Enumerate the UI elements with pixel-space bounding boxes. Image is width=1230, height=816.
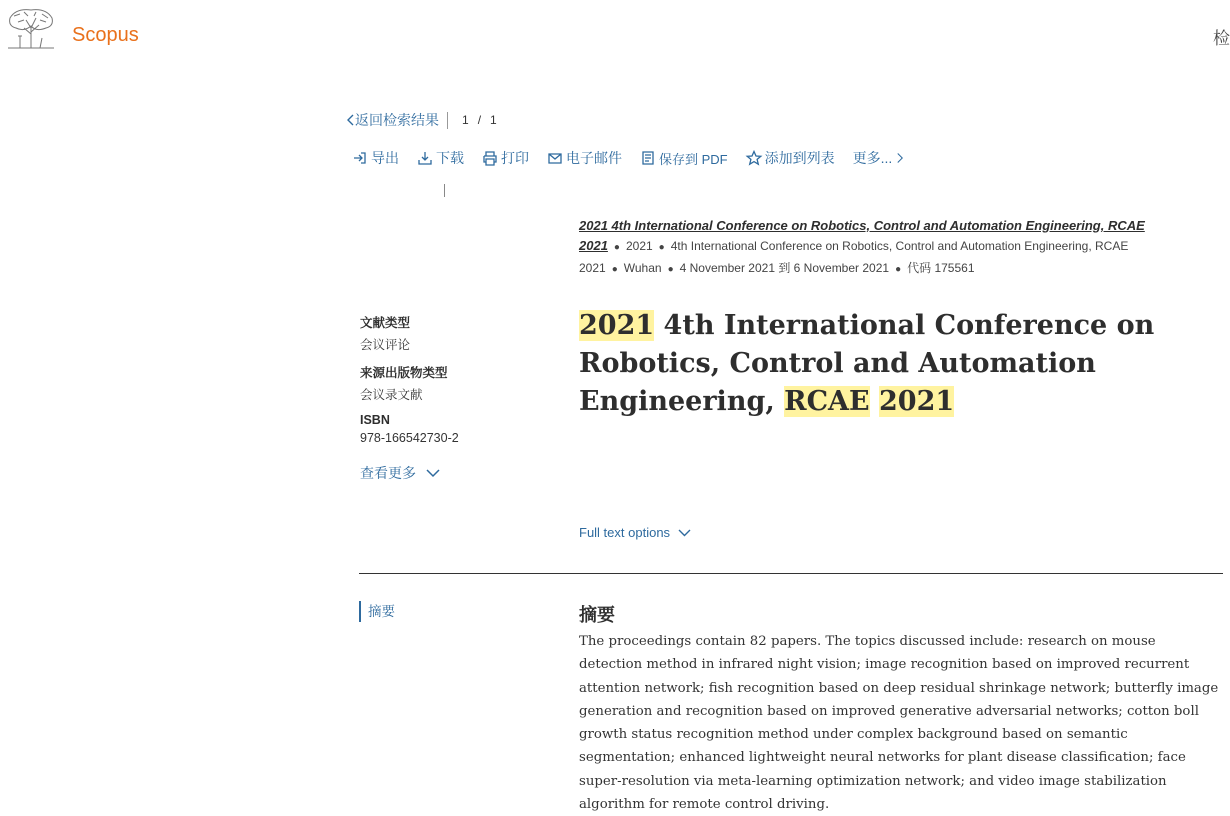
header-right-text[interactable]: 检 (1213, 29, 1230, 48)
abstract-heading: 摘要 (579, 605, 615, 625)
bullet: ● (895, 264, 902, 275)
pager (458, 113, 502, 127)
chevron-down-icon (426, 469, 440, 478)
chevron-down-icon (678, 529, 691, 537)
page-current: 1 (462, 113, 470, 127)
conference-code: 代码 175561 (907, 261, 975, 275)
title-text: 4th International Conference on Robotics, Control and Automation Engineering, (579, 310, 1155, 417)
source-type-value: 会议录文献 (360, 388, 423, 402)
export-label: 导出 (371, 150, 399, 166)
source-year: 2021 (625, 239, 653, 253)
source-info (579, 216, 1219, 280)
full-text-options-button[interactable] (579, 525, 691, 540)
download-button[interactable] (417, 148, 464, 168)
source-title-link[interactable]: 2021 4th International Conference on Robotics, Control and Automation Engineering, RCAE 2021 (579, 218, 1145, 253)
conference-dates: 4 November 2021 到 6 November 2021 (679, 261, 890, 275)
elsevier-logo-icon (6, 6, 56, 50)
page-separator: / (477, 113, 483, 127)
title-highlight: RCAE (784, 386, 870, 417)
title-highlight: 2021 (879, 386, 955, 417)
bullet: ● (658, 242, 665, 253)
envelope-icon (547, 150, 563, 166)
download-icon (417, 150, 433, 166)
printer-icon (482, 150, 498, 166)
bullet: ● (667, 264, 674, 275)
title-highlight: 2021 (579, 310, 655, 341)
chevron-right-icon (894, 151, 906, 165)
isbn-label: ISBN (360, 413, 390, 427)
back-label: 返回检索结果 (355, 112, 439, 128)
download-label: 下载 (436, 150, 464, 166)
page-total: 1 (490, 113, 498, 127)
export-button[interactable] (352, 148, 399, 168)
document-metadata (360, 313, 560, 445)
document-title (579, 307, 1219, 421)
save-pdf-label: 保存到 PDF (659, 151, 728, 167)
add-to-list-label: 添加到列表 (764, 150, 835, 166)
back-to-results-link[interactable] (346, 110, 439, 130)
more-actions-label: 更多... (852, 150, 893, 166)
email-label: 电子邮件 (566, 150, 622, 166)
show-more-link[interactable] (360, 463, 440, 483)
save-pdf-button[interactable] (640, 149, 728, 168)
document-toolbar (352, 148, 924, 168)
doc-type-label: 文献类型 (360, 316, 411, 330)
divider (444, 184, 445, 197)
full-text-options-label: Full text options (579, 525, 671, 540)
section-divider (359, 573, 1223, 574)
divider (447, 112, 448, 129)
section-nav-abstract[interactable]: 摘要 (359, 601, 395, 622)
conference-name: 4th International Conference on Robotics, Control and Automation Engineering, RCAE 2021 (579, 239, 1129, 275)
abstract-text: The proceedings contain 82 papers. The topics discussed include: research on mouse detection method in infrared night vision; image recognition based on improved recurrent attention network; fish recognition based on deep residual shrinkage network; butterfly image generation and recognition based on improved generative adversarial networks; cotton boll growth status recognition method under complex background based on semantic segmentation; enhanced lightweight neural networks for plant disease classification; face super-resolution via meta-learning optimization network; and video image stabilization algorithm for remote control driving. (579, 634, 1219, 813)
email-button[interactable] (547, 148, 622, 168)
star-icon (746, 150, 762, 166)
print-button[interactable] (482, 148, 529, 168)
bullet: ● (611, 264, 618, 275)
chevron-left-icon (346, 114, 355, 126)
more-actions-button[interactable] (853, 148, 907, 168)
conference-location: Wuhan (623, 261, 662, 275)
bullet: ● (613, 242, 620, 253)
export-icon (352, 150, 368, 166)
scopus-brand[interactable]: Scopus (72, 24, 139, 46)
isbn-value: 978-166542730-2 (360, 431, 459, 445)
show-more-label: 查看更多 (360, 465, 416, 481)
save-pdf-icon (640, 150, 656, 166)
print-label: 打印 (501, 150, 529, 166)
source-type-label: 来源出版物类型 (360, 366, 448, 380)
results-nav (346, 110, 502, 130)
doc-type-value: 会议评论 (360, 338, 411, 352)
add-to-list-button[interactable] (746, 148, 835, 168)
